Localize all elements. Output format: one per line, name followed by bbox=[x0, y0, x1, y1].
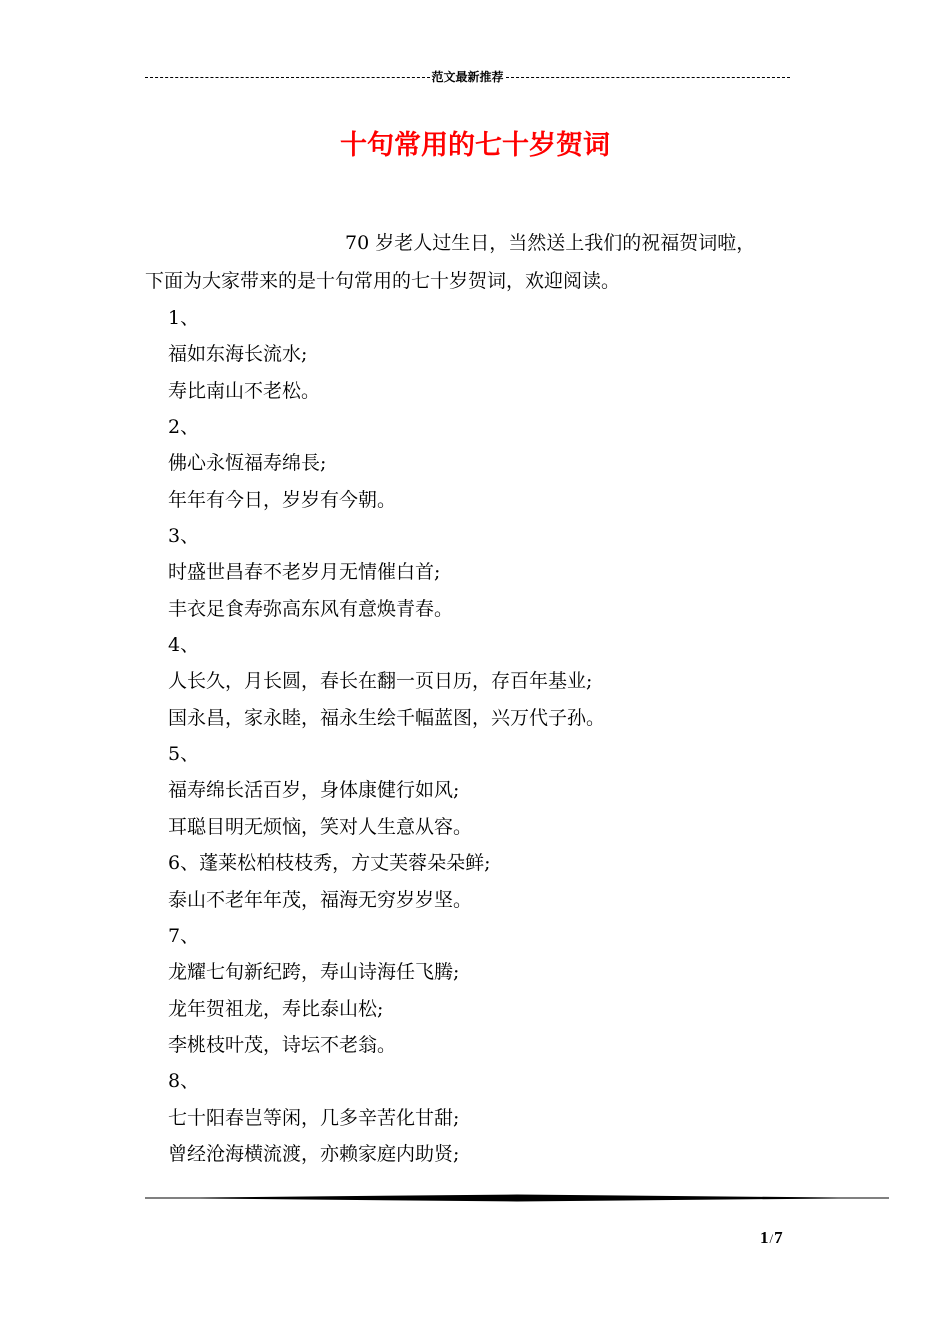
text-line: 2、 bbox=[168, 416, 200, 439]
text-line: 3、 bbox=[168, 525, 200, 548]
text-line: 年年有今日，岁岁有今朝。 bbox=[168, 488, 397, 511]
header-dash-right bbox=[506, 77, 791, 78]
intro-line-1: 70 岁老人过生日，当然送上我们的祝福贺词啦， bbox=[345, 232, 756, 254]
text-line: 8、 bbox=[168, 1070, 200, 1093]
text-line: 耳聪目明无烦恼，笑对人生意从容。 bbox=[168, 815, 473, 838]
text-line: 七十阳春岂等闲，几多辛苦化甘甜; bbox=[168, 1106, 460, 1129]
text-line: 丰衣足食寿弥高东风有意焕青春。 bbox=[168, 597, 454, 620]
page-total: 7 bbox=[774, 1228, 783, 1247]
text-line: 龙年贺祖龙，寿比泰山松; bbox=[168, 997, 384, 1020]
text-line: 龙耀七旬新纪跨，寿山诗海任飞腾; bbox=[168, 961, 460, 984]
footer-rule bbox=[145, 1194, 889, 1202]
text-line: 6、蓬莱松柏枝枝秀，方丈芙蓉朵朵鲜; bbox=[168, 852, 491, 875]
page-header bbox=[145, 66, 790, 86]
intro-line-2: 下面为大家带来的是十句常用的七十岁贺词，欢迎阅读。 bbox=[145, 270, 621, 292]
text-line: 佛心永恆福寿绵長; bbox=[168, 452, 327, 475]
intro-paragraph bbox=[145, 224, 815, 300]
text-line: 国永昌，家永睦，福永生绘千幅蓝图，兴万代子孙。 bbox=[168, 706, 606, 729]
greeting-lines bbox=[168, 300, 818, 1172]
text-line: 1、 bbox=[168, 307, 200, 329]
text-line: 泰山不老年年茂，福海无穷岁岁坚。 bbox=[168, 888, 473, 911]
page-separator: / bbox=[769, 1231, 774, 1246]
text-line: 寿比南山不老松。 bbox=[168, 379, 321, 402]
header-dash-left bbox=[145, 77, 430, 78]
page-current: 1 bbox=[760, 1228, 769, 1247]
page-number bbox=[760, 1228, 820, 1248]
text-line: 福如东海长流水; bbox=[168, 343, 308, 366]
text-line: 曾经沧海横流渡，亦赖家庭内助贤; bbox=[168, 1142, 460, 1165]
text-line: 时盛世昌春不老岁月无情催白首; bbox=[168, 561, 441, 584]
text-line: 人长久，月长圆，春长在翻一页日历，存百年基业; bbox=[168, 670, 593, 693]
text-line: 7、 bbox=[168, 924, 200, 947]
header-label: 范文最新推荐 bbox=[431, 69, 504, 84]
text-line: 5、 bbox=[168, 743, 200, 766]
document-title: 十句常用的七十岁贺词 bbox=[340, 130, 610, 161]
text-line: 李桃枝叶茂，诗坛不老翁。 bbox=[168, 1033, 397, 1056]
text-line: 4、 bbox=[168, 634, 200, 657]
text-line: 福寿绵长活百岁，身体康健行如风; bbox=[168, 779, 460, 802]
